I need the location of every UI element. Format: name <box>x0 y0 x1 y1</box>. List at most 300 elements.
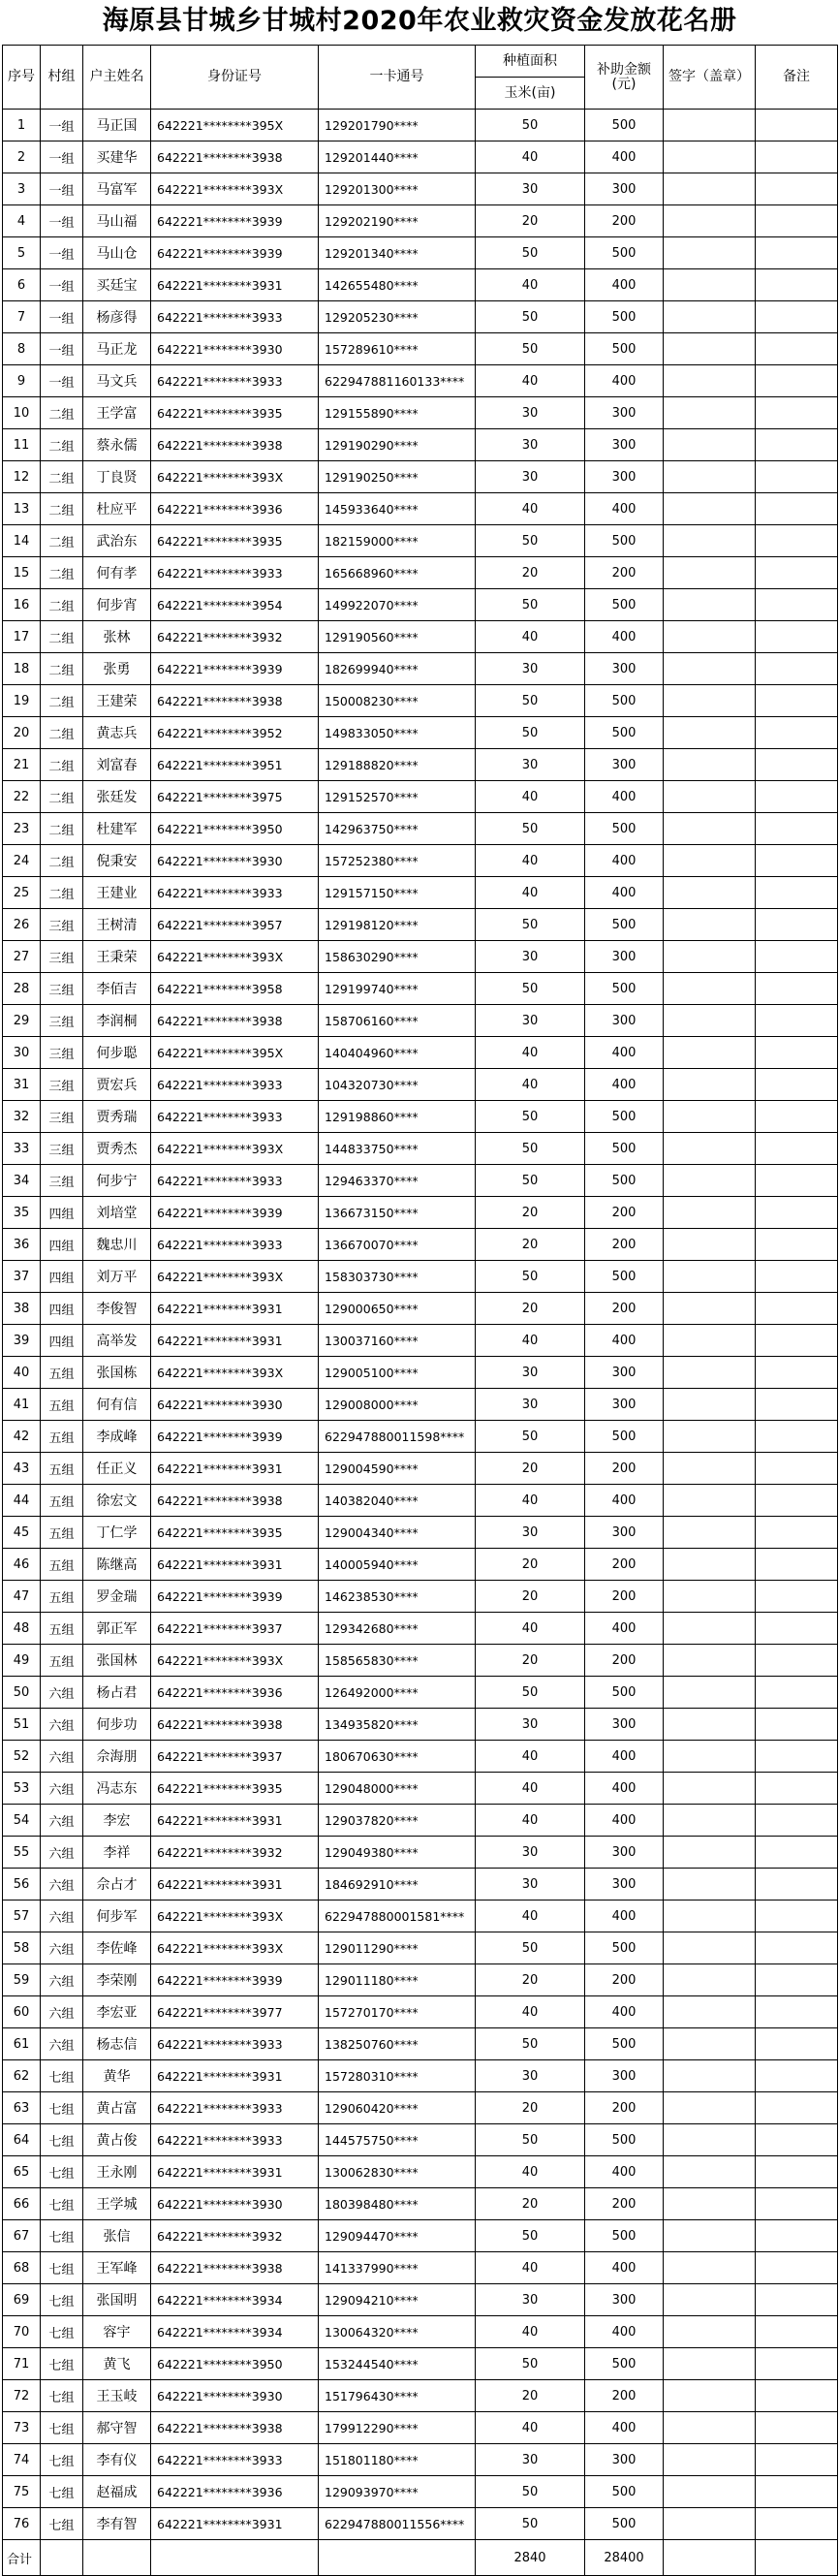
row-group: 二组 <box>41 749 83 781</box>
row-note <box>756 941 838 973</box>
row-amount: 400 <box>585 1901 664 1932</box>
row-area: 40 <box>476 141 585 173</box>
row-name: 赵福成 <box>83 2476 151 2508</box>
row-no: 26 <box>3 909 41 941</box>
row-group: 三组 <box>41 1133 83 1165</box>
row-area: 50 <box>476 2508 585 2540</box>
row-name: 刘培堂 <box>83 1197 151 1229</box>
row-idcard: 642221********3933 <box>151 1101 319 1133</box>
row-no: 68 <box>3 2252 41 2284</box>
row-no: 49 <box>3 1645 41 1677</box>
row-name: 马文兵 <box>83 365 151 397</box>
row-idcard: 642221********3935 <box>151 525 319 557</box>
table-row <box>3 1773 838 1805</box>
row-no: 54 <box>3 1805 41 1837</box>
row-card: 138250760**** <box>319 2028 476 2060</box>
row-group: 四组 <box>41 1325 83 1357</box>
row-sign <box>664 2124 756 2156</box>
row-note <box>756 1837 838 1869</box>
row-sign <box>664 237 756 269</box>
row-card: 144575750**** <box>319 2124 476 2156</box>
row-idcard: 642221********3933 <box>151 557 319 589</box>
row-card: 182699940**** <box>319 653 476 685</box>
row-group: 六组 <box>41 1805 83 1837</box>
row-group: 三组 <box>41 1101 83 1133</box>
row-group: 一组 <box>41 365 83 397</box>
row-note <box>756 877 838 909</box>
row-name: 罗金瑞 <box>83 1581 151 1613</box>
row-amount: 500 <box>585 909 664 941</box>
row-amount: 300 <box>585 429 664 461</box>
row-idcard: 642221********395X <box>151 1037 319 1069</box>
row-sign <box>664 365 756 397</box>
row-sign <box>664 685 756 717</box>
row-card: 151796430**** <box>319 2380 476 2412</box>
row-sign <box>664 2508 756 2540</box>
row-card: 144833750**** <box>319 1133 476 1165</box>
row-note <box>756 781 838 813</box>
row-name: 贾宏兵 <box>83 1069 151 1101</box>
row-amount: 300 <box>585 173 664 205</box>
row-card: 136670070**** <box>319 1229 476 1261</box>
row-amount: 300 <box>585 1709 664 1741</box>
row-card: 130037160**** <box>319 1325 476 1357</box>
row-area: 30 <box>476 1357 585 1389</box>
row-idcard: 642221********3933 <box>151 365 319 397</box>
row-no: 60 <box>3 1996 41 2028</box>
row-note <box>756 1101 838 1133</box>
row-sign <box>664 1964 756 1996</box>
row-idcard: 642221********3951 <box>151 749 319 781</box>
row-group: 七组 <box>41 2284 83 2316</box>
row-idcard: 642221********3939 <box>151 237 319 269</box>
row-group: 五组 <box>41 1517 83 1549</box>
row-name: 杨志信 <box>83 2028 151 2060</box>
row-card: 129201790**** <box>319 110 476 141</box>
row-area: 30 <box>476 1517 585 1549</box>
row-idcard: 642221********3933 <box>151 2028 319 2060</box>
row-card: 129048000**** <box>319 1773 476 1805</box>
row-amount: 400 <box>585 1069 664 1101</box>
row-note <box>756 1517 838 1549</box>
row-group: 七组 <box>41 2092 83 2124</box>
row-group: 七组 <box>41 2316 83 2348</box>
table-row <box>3 173 838 205</box>
row-note <box>756 1677 838 1709</box>
row-area: 40 <box>476 493 585 525</box>
row-note <box>756 365 838 397</box>
row-sign <box>664 1325 756 1357</box>
row-name: 何有信 <box>83 1389 151 1421</box>
row-sign <box>664 1453 756 1485</box>
row-idcard: 642221********3932 <box>151 621 319 653</box>
row-note <box>756 2284 838 2316</box>
row-area: 30 <box>476 1709 585 1741</box>
row-card: 145933640**** <box>319 493 476 525</box>
row-card: 129004340**** <box>319 1517 476 1549</box>
row-name: 何有孝 <box>83 557 151 589</box>
row-area: 50 <box>476 1677 585 1709</box>
row-amount: 400 <box>585 493 664 525</box>
row-amount: 400 <box>585 877 664 909</box>
row-idcard: 642221********393X <box>151 1261 319 1293</box>
row-sign <box>664 1485 756 1517</box>
row-area: 50 <box>476 973 585 1005</box>
row-sign <box>664 845 756 877</box>
row-name: 李有仪 <box>83 2444 151 2476</box>
row-no: 63 <box>3 2092 41 2124</box>
row-group: 三组 <box>41 1165 83 1197</box>
row-no: 65 <box>3 2156 41 2188</box>
row-name: 何步功 <box>83 1709 151 1741</box>
table-row <box>3 205 838 237</box>
row-card: 165668960**** <box>319 557 476 589</box>
row-amount: 200 <box>585 1453 664 1485</box>
header-area-sub: 玉米(亩) <box>476 78 585 110</box>
row-no: 24 <box>3 845 41 877</box>
row-sign <box>664 2348 756 2380</box>
table-row <box>3 1261 838 1293</box>
row-card: 142655480**** <box>319 269 476 301</box>
row-area: 40 <box>476 877 585 909</box>
row-card: 130064320**** <box>319 2316 476 2348</box>
row-group: 七组 <box>41 2252 83 2284</box>
row-no: 33 <box>3 1133 41 1165</box>
row-card: 182159000**** <box>319 525 476 557</box>
row-card: 129094470**** <box>319 2220 476 2252</box>
row-card: 129201300**** <box>319 173 476 205</box>
row-group: 七组 <box>41 2476 83 2508</box>
row-card: 157252380**** <box>319 845 476 877</box>
row-no: 47 <box>3 1581 41 1613</box>
row-note <box>756 813 838 845</box>
row-sign <box>664 1261 756 1293</box>
row-area: 30 <box>476 653 585 685</box>
row-no: 59 <box>3 1964 41 1996</box>
row-area: 30 <box>476 2284 585 2316</box>
row-note <box>756 429 838 461</box>
row-no: 17 <box>3 621 41 653</box>
total-empty <box>756 2540 838 2576</box>
row-idcard: 642221********3931 <box>151 1869 319 1901</box>
row-sign <box>664 1229 756 1261</box>
row-note <box>756 2220 838 2252</box>
row-card: 104320730**** <box>319 1069 476 1101</box>
row-area: 20 <box>476 1964 585 1996</box>
row-amount: 400 <box>585 781 664 813</box>
row-sign <box>664 941 756 973</box>
row-card: 140404960**** <box>319 1037 476 1069</box>
row-area: 50 <box>476 1932 585 1964</box>
table-row <box>3 2188 838 2220</box>
row-group: 二组 <box>41 525 83 557</box>
row-sign <box>664 589 756 621</box>
row-name: 马富军 <box>83 173 151 205</box>
row-amount: 200 <box>585 1549 664 1581</box>
row-sign <box>664 1773 756 1805</box>
row-amount: 200 <box>585 2188 664 2220</box>
row-sign <box>664 525 756 557</box>
row-amount: 200 <box>585 1645 664 1677</box>
row-name: 黄占俊 <box>83 2124 151 2156</box>
row-sign <box>664 1869 756 1901</box>
row-group: 七组 <box>41 2508 83 2540</box>
row-name: 何步宵 <box>83 589 151 621</box>
row-note <box>756 1325 838 1357</box>
row-amount: 500 <box>585 333 664 365</box>
row-name: 杜应平 <box>83 493 151 525</box>
row-idcard: 642221********3933 <box>151 301 319 333</box>
row-name: 王建业 <box>83 877 151 909</box>
row-amount: 500 <box>585 1677 664 1709</box>
row-name: 买廷宝 <box>83 269 151 301</box>
row-sign <box>664 2188 756 2220</box>
table-row <box>3 1165 838 1197</box>
row-area: 40 <box>476 1741 585 1773</box>
row-note <box>756 973 838 1005</box>
row-group: 五组 <box>41 1357 83 1389</box>
row-amount: 200 <box>585 557 664 589</box>
row-card: 622947880011598**** <box>319 1421 476 1453</box>
row-amount: 400 <box>585 1485 664 1517</box>
table-row <box>3 1677 838 1709</box>
row-name: 黄飞 <box>83 2348 151 2380</box>
row-sign <box>664 1549 756 1581</box>
row-area: 30 <box>476 173 585 205</box>
row-area: 20 <box>476 1645 585 1677</box>
table-row <box>3 1197 838 1229</box>
row-idcard: 642221********3932 <box>151 1837 319 1869</box>
header-card: 一卡通号 <box>319 46 476 110</box>
total-empty <box>664 2540 756 2576</box>
row-group: 七组 <box>41 2380 83 2412</box>
row-idcard: 642221********3957 <box>151 909 319 941</box>
row-idcard: 642221********3931 <box>151 2508 319 2540</box>
row-no: 34 <box>3 1165 41 1197</box>
row-card: 146238530**** <box>319 1581 476 1613</box>
row-group: 六组 <box>41 1964 83 1996</box>
row-note <box>756 1709 838 1741</box>
row-idcard: 642221********3933 <box>151 1069 319 1101</box>
row-name: 李宏 <box>83 1805 151 1837</box>
table-row <box>3 621 838 653</box>
row-no: 51 <box>3 1709 41 1741</box>
row-amount: 400 <box>585 2412 664 2444</box>
table-row <box>3 1932 838 1964</box>
row-group: 三组 <box>41 941 83 973</box>
row-card: 129198860**** <box>319 1101 476 1133</box>
row-amount: 400 <box>585 1996 664 2028</box>
row-name: 贾秀瑞 <box>83 1101 151 1133</box>
row-idcard: 642221********3938 <box>151 1485 319 1517</box>
row-no: 58 <box>3 1932 41 1964</box>
row-card: 158565830**** <box>319 1645 476 1677</box>
row-no: 11 <box>3 429 41 461</box>
row-name: 丁良贤 <box>83 461 151 493</box>
row-area: 20 <box>476 2188 585 2220</box>
row-idcard: 642221********3935 <box>151 397 319 429</box>
table-row <box>3 941 838 973</box>
row-name: 佘占才 <box>83 1869 151 1901</box>
row-no: 7 <box>3 301 41 333</box>
row-amount: 500 <box>585 525 664 557</box>
row-name: 李俊智 <box>83 1293 151 1325</box>
row-note <box>756 2156 838 2188</box>
row-name: 王永刚 <box>83 2156 151 2188</box>
row-name: 买建华 <box>83 141 151 173</box>
row-name: 王学富 <box>83 397 151 429</box>
row-no: 3 <box>3 173 41 205</box>
row-area: 50 <box>476 909 585 941</box>
row-no: 25 <box>3 877 41 909</box>
row-note <box>756 110 838 141</box>
row-idcard: 642221********3930 <box>151 1389 319 1421</box>
table-row <box>3 461 838 493</box>
row-area: 50 <box>476 813 585 845</box>
row-card: 129155890**** <box>319 397 476 429</box>
row-idcard: 642221********3977 <box>151 1996 319 2028</box>
row-note <box>756 621 838 653</box>
row-area: 20 <box>476 1549 585 1581</box>
row-idcard: 642221********3938 <box>151 141 319 173</box>
row-sign <box>664 1709 756 1741</box>
row-amount: 400 <box>585 1613 664 1645</box>
row-sign <box>664 1389 756 1421</box>
row-card: 140382040**** <box>319 1485 476 1517</box>
row-sign <box>664 2028 756 2060</box>
row-idcard: 642221********3952 <box>151 717 319 749</box>
row-note <box>756 1389 838 1421</box>
row-group: 二组 <box>41 845 83 877</box>
row-sign <box>664 2476 756 2508</box>
row-no: 21 <box>3 749 41 781</box>
row-no: 40 <box>3 1357 41 1389</box>
row-amount: 300 <box>585 2444 664 2476</box>
table-row <box>3 1453 838 1485</box>
row-name: 杜建军 <box>83 813 151 845</box>
row-idcard: 642221********3938 <box>151 2252 319 2284</box>
row-group: 六组 <box>41 1709 83 1741</box>
total-empty <box>83 2540 151 2576</box>
row-amount: 500 <box>585 237 664 269</box>
header-name: 户主姓名 <box>83 46 151 110</box>
row-no: 61 <box>3 2028 41 2060</box>
row-group: 六组 <box>41 1996 83 2028</box>
row-no: 29 <box>3 1005 41 1037</box>
row-no: 35 <box>3 1197 41 1229</box>
row-name: 李祥 <box>83 1837 151 1869</box>
table-row <box>3 1645 838 1677</box>
row-area: 20 <box>476 557 585 589</box>
header-area: 种植面积 <box>476 46 585 78</box>
row-group: 四组 <box>41 1229 83 1261</box>
row-sign <box>664 1101 756 1133</box>
table-row <box>3 1485 838 1517</box>
row-group: 四组 <box>41 1261 83 1293</box>
row-group: 五组 <box>41 1453 83 1485</box>
row-sign <box>664 1517 756 1549</box>
header-note: 备注 <box>756 46 838 110</box>
header-no: 序号 <box>3 46 41 110</box>
row-note <box>756 1773 838 1805</box>
row-idcard: 642221********3937 <box>151 1613 319 1645</box>
row-card: 157270170**** <box>319 1996 476 2028</box>
row-card: 129011180**** <box>319 1964 476 1996</box>
row-sign <box>664 2380 756 2412</box>
row-sign <box>664 557 756 589</box>
table-row <box>3 2316 838 2348</box>
row-sign <box>664 2316 756 2348</box>
row-area: 20 <box>476 1229 585 1261</box>
row-group: 二组 <box>41 461 83 493</box>
table-row <box>3 1581 838 1613</box>
row-amount: 500 <box>585 685 664 717</box>
row-group: 五组 <box>41 1485 83 1517</box>
row-note <box>756 1229 838 1261</box>
row-amount: 500 <box>585 1421 664 1453</box>
table-row <box>3 877 838 909</box>
row-group: 三组 <box>41 1069 83 1101</box>
table-row <box>3 2060 838 2092</box>
row-no: 56 <box>3 1869 41 1901</box>
row-amount: 300 <box>585 1357 664 1389</box>
row-area: 40 <box>476 845 585 877</box>
row-no: 38 <box>3 1293 41 1325</box>
row-card: 129037820**** <box>319 1805 476 1837</box>
row-idcard: 642221********3930 <box>151 2380 319 2412</box>
row-card: 157289610**** <box>319 333 476 365</box>
row-idcard: 642221********3931 <box>151 2156 319 2188</box>
row-name: 冯志东 <box>83 1773 151 1805</box>
row-idcard: 642221********3931 <box>151 1325 319 1357</box>
row-name: 李润桐 <box>83 1005 151 1037</box>
row-group: 二组 <box>41 621 83 653</box>
row-no: 66 <box>3 2188 41 2220</box>
row-sign <box>664 1293 756 1325</box>
row-amount: 400 <box>585 141 664 173</box>
row-area: 50 <box>476 301 585 333</box>
table-row <box>3 269 838 301</box>
row-name: 何步聪 <box>83 1037 151 1069</box>
row-group: 一组 <box>41 205 83 237</box>
table-row <box>3 589 838 621</box>
row-amount: 500 <box>585 973 664 1005</box>
row-amount: 300 <box>585 1517 664 1549</box>
row-name: 郝守智 <box>83 2412 151 2444</box>
row-note <box>756 1741 838 1773</box>
row-name: 李荣刚 <box>83 1964 151 1996</box>
row-note <box>756 1645 838 1677</box>
row-idcard: 642221********3939 <box>151 1964 319 1996</box>
row-sign <box>664 1996 756 2028</box>
row-group: 二组 <box>41 685 83 717</box>
row-note <box>756 2508 838 2540</box>
total-area: 2840 <box>476 2540 585 2576</box>
row-area: 50 <box>476 237 585 269</box>
row-idcard: 642221********3933 <box>151 877 319 909</box>
row-name: 李佰吉 <box>83 973 151 1005</box>
row-sign <box>664 1805 756 1837</box>
row-amount: 400 <box>585 1325 664 1357</box>
row-idcard: 642221********393X <box>151 1901 319 1932</box>
row-name: 蔡永儒 <box>83 429 151 461</box>
row-card: 149922070**** <box>319 589 476 621</box>
row-sign <box>664 1645 756 1677</box>
row-group: 五组 <box>41 1421 83 1453</box>
row-name: 黄华 <box>83 2060 151 2092</box>
row-idcard: 642221********395X <box>151 110 319 141</box>
row-card: 129152570**** <box>319 781 476 813</box>
